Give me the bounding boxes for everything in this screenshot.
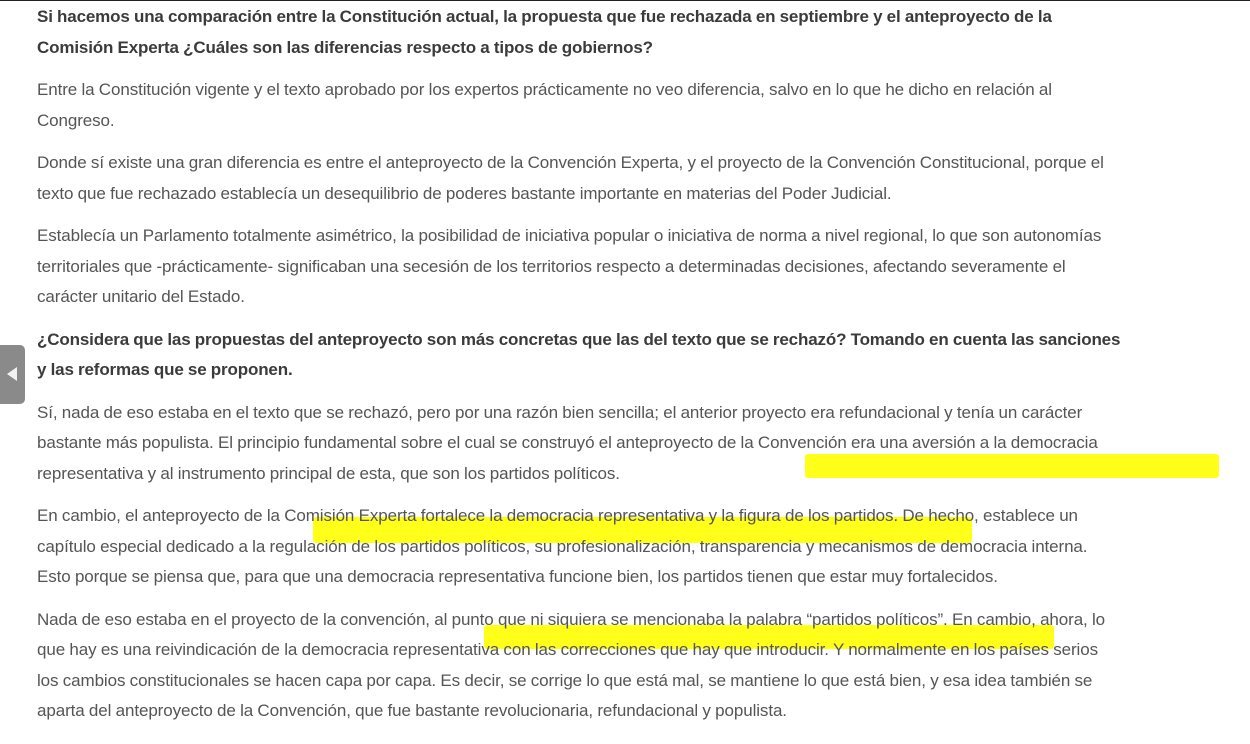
paragraph-line: bastante más populista. El principio fundamental sobre el cual se construyó el anteproyecto de la Convención era una aversión a la democracia <box>37 433 1098 452</box>
paragraph-line: Congreso. <box>37 110 115 130</box>
chevron-left-icon <box>7 367 17 381</box>
paragraph-line: texto que fue rechazado establecía un desequilibrio de poderes bastante importante en materias del Poder Judicial. <box>37 183 892 203</box>
answer-paragraph-1 <box>37 75 1212 136</box>
question-1-line: Comisión Experta ¿Cuáles son las diferencias respecto a tipos de gobiernos? <box>37 37 653 57</box>
article-body <box>37 2 1212 739</box>
question-2-line: y las reformas que se proponen. <box>37 360 293 379</box>
question-2-line: ¿Considera que las propuestas del anteproyecto son más concretas que las del texto que se rechazó? Tomando en cuenta las sanciones <box>37 329 1121 349</box>
paragraph-line: territoriales que -prácticamente- significaban una secesión de los territorios respecto a determinadas decisiones, afectando severamente el <box>37 256 1066 276</box>
answer-paragraph-3 <box>37 221 1212 313</box>
answer-paragraph-2 <box>37 148 1212 209</box>
paragraph-line: representativa y al instrumento principal de esta, que son los partidos políticos. <box>37 463 620 483</box>
question-1 <box>37 2 1212 63</box>
answer-paragraph-6 <box>37 605 1212 727</box>
paragraph-line: Donde sí existe una gran diferencia es entre el anteproyecto de la Convención Experta, y el proyecto de la Convención Constitucional, porque el <box>37 153 1104 172</box>
paragraph-line: los cambios constitucionales se hacen capa por capa. Es decir, se corrige lo que está mal, se mantiene lo que está bien, y esa idea también se <box>37 670 1093 690</box>
answer-paragraph-5 <box>37 501 1212 593</box>
paragraph-line: En cambio, el anteproyecto de la Comisión Experta fortalece la democracia representativa y la figura de los partidos. De hecho, establece un <box>37 506 1078 525</box>
paragraph-line: Entre la Constitución vigente y el texto aprobado por los expertos prácticamente no veo diferencia, salvo en lo que he dicho en relación al <box>37 80 1052 99</box>
top-divider <box>0 0 1250 1</box>
paragraph-line: carácter unitario del Estado. <box>37 287 245 306</box>
paragraph-line: Nada de eso estaba en el proyecto de la convención, al punto que ni siquiera se mencionaba la palabra “partidos políticos”. En cambio, ahora, lo <box>37 609 1106 629</box>
paragraph-line: Establecía un Parlamento totalmente asimétrico, la posibilidad de iniciativa popular o iniciativa de norma a nivel regional, lo que son autonomías <box>37 226 1102 245</box>
paragraph-line: capítulo especial dedicado a la regulación de los partidos políticos, su profesionalización, transparencia y mecanismos de democracia interna. <box>37 536 1088 556</box>
side-collapse-tab[interactable] <box>0 345 25 404</box>
paragraph-line: Esto porque se piensa que, para que una democracia representativa funcione bien, los partidos tienen que estar muy fortalecidos. <box>37 567 998 586</box>
question-1-line: Si hacemos una comparación entre la Constitución actual, la propuesta que fue rechazada en septiembre y el anteproyecto de la <box>37 7 1052 26</box>
paragraph-line: que hay es una reivindicación de la democracia representativa con las correcciones que hay que introducir. Y normalmente en los países serios <box>37 640 1098 659</box>
answer-paragraph-4 <box>37 398 1212 490</box>
paragraph-line: Sí, nada de eso estaba en el texto que se rechazó, pero por una razón bien sencilla; el anterior proyecto era refundacional y tenía un carácter <box>37 402 1083 422</box>
paragraph-line: aparta del anteproyecto de la Convención, que fue bastante revolucionaria, refundacional y populista. <box>37 701 787 720</box>
question-2 <box>37 325 1212 386</box>
